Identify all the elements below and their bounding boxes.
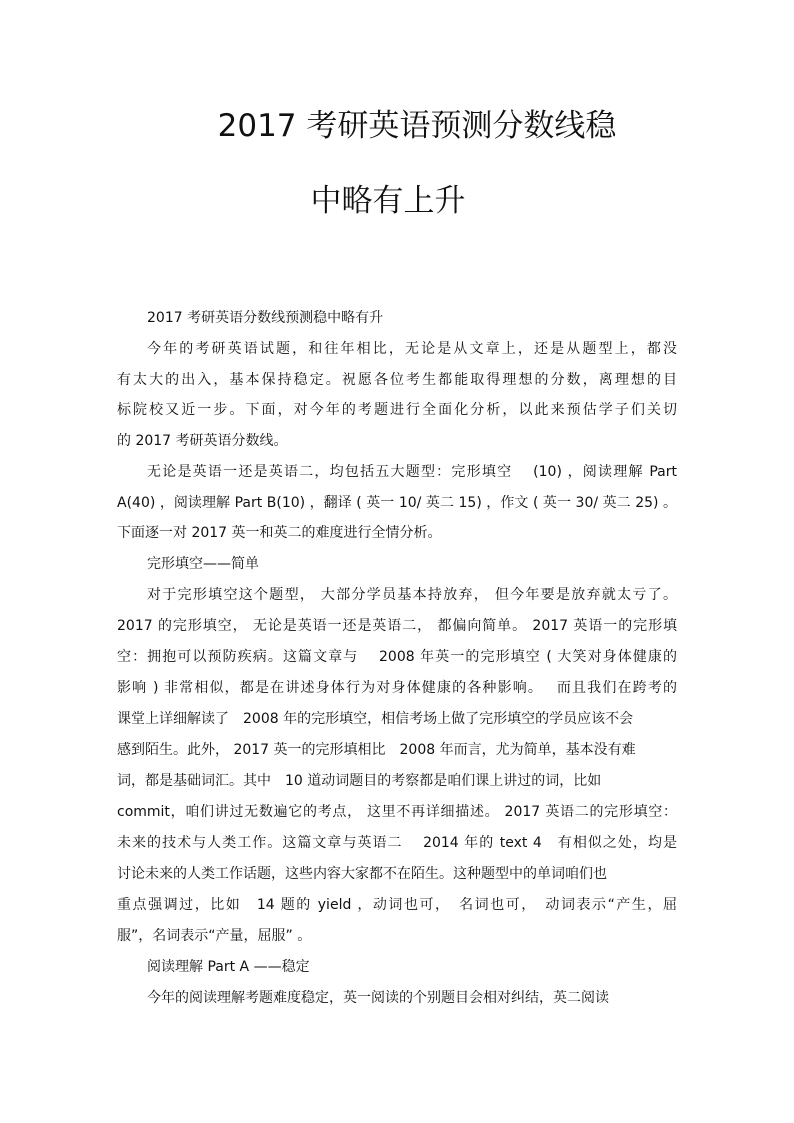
paragraph-line: 有太大的出入，基本保持稳定。祝愿各位考生都能取得理想的分数，离理想的目: [117, 372, 677, 388]
paragraph-line: 对于完形填空这个题型， 大部分学员基本持放弃， 但今年要是放弃就太亏了。: [147, 587, 677, 603]
paragraph-line: 讨论未来的人类工作话题，这些内容大家都不在陌生。这种题型中的单词咱们也: [117, 866, 607, 882]
paragraph-line: 今年的阅读理解考题难度稳定，英一阅读的个别题目会相对纠结，英二阅读: [147, 990, 609, 1006]
paragraph-line: 2017 考研英语分数线预测稳中略有升: [147, 310, 384, 326]
paragraph-line: 课堂上详细解读了 2008 年的完形填空，相信考场上做了完形填空的学员应该不会: [117, 711, 634, 727]
document-title-line-2: 中略有上升: [310, 183, 466, 219]
paragraph-line: 无论是英语一还是英语二，均包括五大题型：完形填空 (10) ，阅读理解 Part: [147, 464, 677, 480]
paragraph-line: 今年的考研英语试题，和往年相比，无论是从文章上，还是从题型上，都没: [147, 341, 677, 357]
paragraph-line: 2017 的完形填空， 无论是英语一还是英语二， 都偏向简单。 2017 英语一的完形填: [117, 618, 677, 634]
paragraph-line: 感到陌生。此外， 2017 英一的完形填相比 2008 年而言，尤为简单，基本没有难: [117, 742, 636, 758]
paragraph-line: 未来的技术与人类工作。这篇文章与英语二 2014 年的 text 4 有相似之处，均是: [117, 835, 677, 851]
paragraph-line: A(40) ，阅读理解 Part B(10) ，翻译 ( 英一 10/ 英二 15) ，作文 ( 英一 30/ 英二 25) 。: [117, 495, 677, 511]
section-heading: 阅读理解 Part A ——稳定: [147, 959, 310, 975]
paragraph-line: commit，咱们讲过无数遍它的考点， 这里不再详细描述。 2017 英语二的完形填空：: [117, 804, 677, 820]
paragraph-line: 下面逐一对 2017 英一和英二的难度进行全情分析。: [117, 525, 442, 541]
paragraph-line: 词，都是基础词汇。其中 10 道动词题目的考察都是咱们课上讲过的词，比如: [117, 773, 602, 789]
section-heading: 完形填空——简单: [147, 556, 259, 572]
paragraph-line: 服”，名词表示“产量，屈服” 。: [117, 928, 312, 944]
paragraph-line: 标院校又近一步。下面，对今年的考题进行全面化分析，以此来预估学子们关切: [117, 402, 677, 418]
paragraph-line: 空：拥抱可以预防疾病。这篇文章与 2008 年英一的完形填空 ( 大笑对身体健康的: [117, 649, 677, 665]
paragraph-line: 的 2017 考研英语分数线。: [117, 433, 288, 449]
paragraph-line: 影响 ) 非常相似，都是在讲述身体行为对身体健康的各种影响。 而且我们在跨考的: [117, 680, 677, 696]
document-title-line-1: 2017 考研英语预测分数线稳: [217, 108, 617, 144]
paragraph-line: 重点强调过，比如 14 题的 yield ，动词也可， 名词也可， 动词表示“产生，屈: [117, 897, 677, 913]
